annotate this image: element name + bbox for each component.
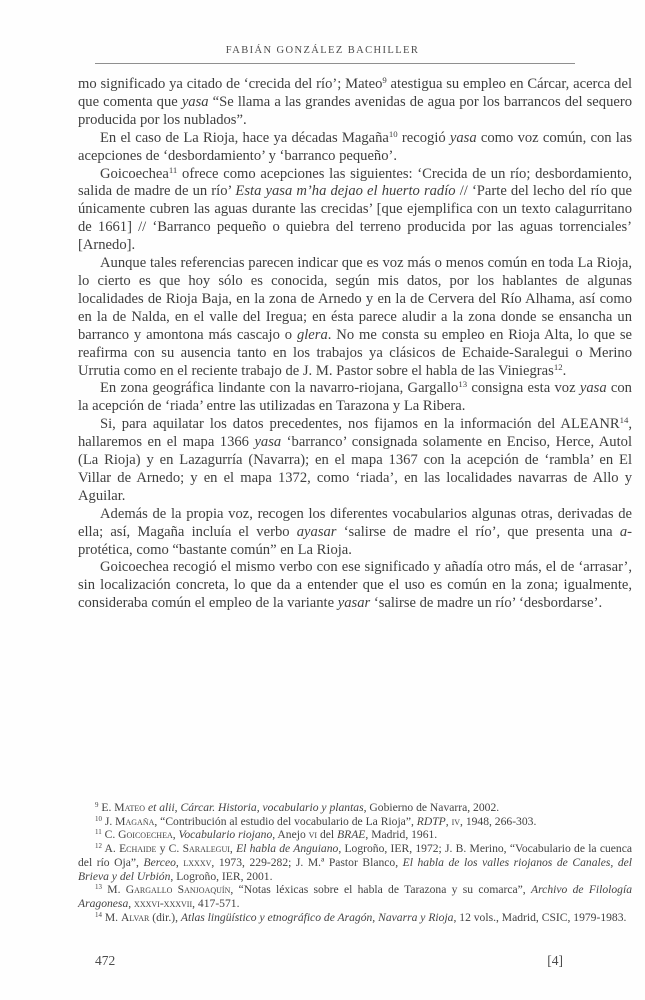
footnotes <box>78 801 632 924</box>
text-run: Además de la propia voz, recogen los diferentes vocabularios algunas otras, derivadas de ella; así, Magaña incluía el verbo <box>78 505 632 540</box>
body-paragraph <box>78 416 632 506</box>
italic-term: yasar <box>337 595 371 612</box>
text-run: Goicoechea <box>100 165 169 182</box>
text-run: “Se llama a las grandes avenidas de agua por los barrancos del sequero producida por los nublados”. <box>78 93 632 128</box>
footnote-marker: 9 <box>382 75 387 86</box>
italic-term: et alii <box>147 801 175 814</box>
page-number: 472 <box>95 953 116 968</box>
text-run: J. <box>101 814 116 828</box>
text-run: Si, para aquilatar los datos precedentes, nos fijamos en la información del ALEANR <box>100 416 620 433</box>
italic-term: Berceo <box>143 855 176 869</box>
italic-term: Esta yasa m’ha dejao el huerto radío <box>235 183 456 200</box>
text-run: , 1948, 266-303. <box>460 814 537 828</box>
footnote <box>78 815 632 829</box>
text-run: y C. <box>156 842 183 856</box>
footnote-number: 9 <box>95 801 99 810</box>
text-run: recogió <box>397 129 450 146</box>
italic-term: El habla de Anguiano <box>236 842 339 856</box>
footnote-number: 13 <box>95 883 102 892</box>
body-paragraph <box>78 559 632 613</box>
small-caps-name: Mateo <box>114 801 146 814</box>
text-run: E. <box>98 801 115 814</box>
body-paragraph <box>78 130 632 166</box>
text-run: A. <box>101 842 120 856</box>
text-run: , <box>175 855 184 869</box>
running-header-author: FABIÁN GONZÁLEZ BACHILLER <box>225 45 420 56</box>
footnote-number: 14 <box>95 910 102 919</box>
small-caps-name: lxxxv <box>183 855 212 869</box>
text-run: , 1973, 229-282; J. M.ª Pastor Blanco, <box>211 855 403 869</box>
text-run: , <box>229 842 237 856</box>
small-caps-name: Gargallo Sanjoaquín <box>125 883 231 897</box>
body-paragraph <box>78 76 632 130</box>
text-run: ‘barranco’ consignada solamente en Enciso, Herce, Autol (La Rioja) y en Lazagurría (Navarra); en el mapa 1367 con la acepción de ‘rambla’ en El Villar de Arnedo; y en el mapa 1372, como ‘riada’, en las localidades navarras de Allo y Aguilar. <box>78 434 632 504</box>
text-run: ‘salirse de madre el río’, que presenta una <box>336 523 620 540</box>
text-run: , 12 vols., Madrid, CSIC, 1979-1983. <box>453 910 627 924</box>
footnote-marker: 10 <box>388 128 398 139</box>
text-run: , Anejo <box>272 828 309 842</box>
text-run: M. <box>101 883 126 897</box>
text-run: , <box>174 801 181 814</box>
footnote-number: 11 <box>95 828 102 837</box>
text-run: Aunque tales referencias parecen indicar que es voz más o menos común en toda La Rioja, lo cierto es que hoy sólo es conocida, según mis datos, por los hablantes de algunas localidades de Rioja Baja, en la zona de Arnedo y en la de Cervera del Río Alhama, así como en la de Nalda, en el valle del Iregua; en ésta parece aludir a la zona donde se ensancha un barranco y amontona más cascajo o <box>78 255 632 343</box>
italic-term: yasa <box>254 434 282 451</box>
small-caps-name: Saralegui <box>182 842 230 856</box>
text-run: mo significado ya citado de ‘crecida del río’; Mateo <box>78 76 383 92</box>
text-run: , Gobierno de Navarra, 2002. <box>363 801 500 814</box>
small-caps-name: Goicoechea <box>118 828 173 842</box>
text-run: ofrece como acepciones las siguientes: ‘Crecida de un río; desbordamiento, salida de madre de un río’ <box>78 165 632 200</box>
footnote <box>78 801 632 815</box>
footnote-number: 10 <box>95 814 102 823</box>
italic-term: Cárcar. Historia, vocabulario y plantas <box>180 801 364 814</box>
page-footer <box>95 953 563 969</box>
text-run: consigna esta voz <box>467 380 580 397</box>
italic-term: ayasar <box>296 523 337 540</box>
italic-term: yasa <box>579 380 607 397</box>
body-paragraph <box>78 380 632 416</box>
text-run: M. <box>101 910 121 924</box>
text-run: , “Notas léxicas sobre el habla de Tarazona y su comarca”, <box>230 883 532 897</box>
small-caps-name: xxxvi-xxxvii <box>134 896 193 910</box>
text-run: con la acepción de ‘riada’ entre las utilizadas en Tarazona y La Ribera. <box>78 380 632 415</box>
footnote-marker: 13 <box>458 379 468 390</box>
small-caps-name: Magaña <box>115 814 155 828</box>
text-run: // ‘Parte del lecho del río que únicamente cubren las aguas durante las crecidas’ [que ejemplifica con un texto calagurritano de 1661] // ‘Barranco pequeño o quiebra del terreno producida por las aguas torrenciales’ [Arnedo]. <box>78 183 632 254</box>
text-run: Goicoechea recogió el mismo verbo con ese significado y añadía otro más, el de ‘arrasar’, sin localización concreta, lo que da a entender que el uso es común en la zona; igualmente, consideraba común el empleo de la variante <box>78 559 632 612</box>
body-paragraph <box>78 166 632 256</box>
footnote <box>78 828 632 842</box>
text-run: , <box>128 896 135 910</box>
italic-term: Archivo de Filología Aragonesa <box>78 883 632 910</box>
body-paragraph <box>78 255 632 380</box>
text-run: , Madrid, 1961. <box>365 828 438 842</box>
text-run: , “Contribución al estudio del vocabulario de La Rioja”, <box>154 814 417 828</box>
italic-term: Atlas lingüístico y etnográfico de Aragón, Navarra y Rioja <box>180 910 454 924</box>
italic-term: BRAE <box>337 828 366 842</box>
text-run: , hallaremos en el mapa 1366 <box>78 416 632 451</box>
text-run: C. <box>101 828 119 842</box>
footnote-marker: 12 <box>553 361 563 372</box>
footnote <box>78 911 632 925</box>
footnote-number: 12 <box>95 842 102 851</box>
text-run: . <box>562 362 567 379</box>
text-run: , <box>445 814 452 828</box>
italic-term: yasa <box>449 129 477 146</box>
italic-term: RDTP <box>416 814 446 828</box>
text-run: atestigua su empleo en Cárcar, acerca del que comenta que <box>78 76 632 110</box>
text-run: En el caso de La Rioja, hace ya décadas Magaña <box>100 129 389 146</box>
text-run: ‘salirse de madre un río’ ‘desbordarse’. <box>370 595 603 612</box>
text-run: del <box>317 828 338 842</box>
footnote <box>78 883 632 910</box>
text-run: , Logroño, IER, 1972; J. B. Merino, “Vocabulario de la cuenca del río Oja”, <box>78 842 632 869</box>
body-paragraph <box>78 506 632 560</box>
italic-term: yasa <box>181 93 209 110</box>
text-run: En zona geográfica lindante con la navarro-riojana, Gargallo <box>100 380 459 397</box>
small-caps-name: vi <box>308 828 318 842</box>
footnote-marker: 14 <box>619 415 629 426</box>
text-run: , 417-571. <box>192 896 240 910</box>
small-caps-name: Alvar <box>120 910 150 924</box>
text-run: . No me consta su empleo en Rioja Alta, lo que se reafirma con su ausencia tanto en los trabajos ya clásicos de Echaide-Saralegui o Merino Urrutia como en el reciente trabajo de J. M. Pastor sobre el habla de las Viniegras <box>78 326 632 379</box>
italic-term: El habla de los valles riojanos de Canales, del Brieva y del Urbión <box>78 855 632 883</box>
header-rule <box>95 63 575 64</box>
small-caps-name: iv <box>451 814 461 828</box>
text-run: como voz común, con las acepciones de ‘desbordamiento’ y ‘barranco pequeño’. <box>78 129 632 164</box>
italic-term: Vocabulario riojano <box>178 828 273 842</box>
italic-term: a- <box>619 523 632 540</box>
text-run: , <box>172 828 179 842</box>
text-run: , Logroño, IER, 2001. <box>170 869 273 883</box>
footnote-marker: 11 <box>168 164 178 175</box>
text-run: (dir.), <box>149 910 181 924</box>
italic-term: glera <box>296 326 328 343</box>
small-caps-name: Echaide <box>119 842 157 856</box>
footnote <box>78 842 632 883</box>
sheet-number: [4] <box>547 953 563 968</box>
text-run: protética, como “bastante común” en La Rioja. <box>78 541 352 558</box>
body-text <box>78 76 632 613</box>
